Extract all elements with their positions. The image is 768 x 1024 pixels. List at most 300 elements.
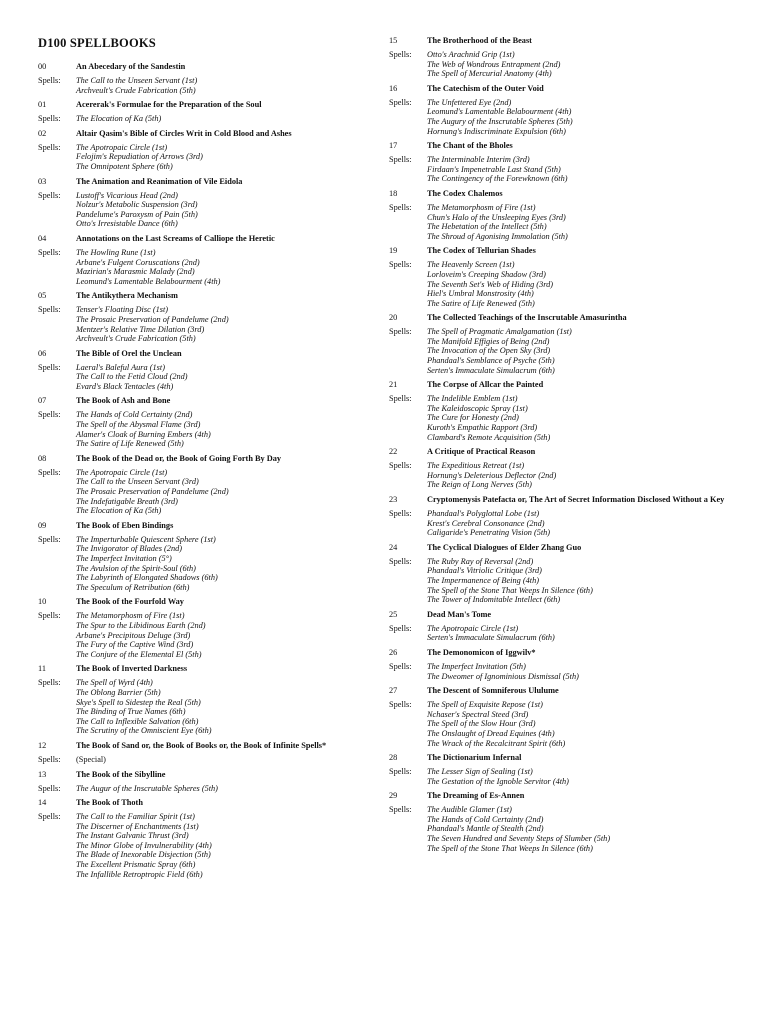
spellbook-number: 09 — [38, 520, 47, 530]
spells-row — [38, 305, 360, 343]
spellbook-heading — [38, 62, 360, 72]
spells-row — [38, 76, 360, 95]
spells-row — [38, 784, 360, 794]
spells-label: Spells: — [38, 114, 61, 124]
spellbook-heading — [389, 313, 741, 323]
spellbook-title: The Codex Chalemos — [427, 188, 503, 198]
spells-row — [389, 327, 741, 375]
spellbook-heading — [38, 798, 360, 808]
spellbook-heading — [389, 141, 741, 151]
spellbook-title: An Abecedary of the Sandestin — [76, 62, 186, 71]
spellbook-heading — [389, 791, 741, 801]
spell-item: Hiel's Umbral Monstrosity (4th) — [427, 289, 534, 299]
spellbook-entry — [38, 129, 360, 172]
spell-item: Chun's Halo of the Unsleeping Eyes (3rd) — [427, 212, 566, 222]
spell-item: Archveult's Crude Fabrication (5th) — [76, 334, 196, 344]
spells-label: Spells: — [38, 190, 61, 200]
spells-row — [389, 260, 741, 308]
spell-item: Evard's Black Tentacles (4th) — [76, 381, 174, 391]
spellbook-title: The Dictionarium Infernal — [427, 753, 522, 763]
spell-item: The Spell of Wyrd (4th) — [76, 678, 153, 688]
spellbook-title: The Catechism of the Outer Void — [427, 83, 544, 93]
spells-label: Spells: — [389, 394, 412, 404]
spells-row — [38, 468, 360, 516]
spells-row — [38, 248, 360, 286]
spell-item: The Contingency of the Forewknown (6th) — [427, 174, 568, 184]
spellbook-entry — [38, 521, 360, 593]
spell-item: The Spell of the Abysmal Flame (3rd) — [76, 420, 201, 430]
spellbook-heading — [38, 664, 360, 674]
spellbook-entry — [38, 291, 360, 343]
spells-row — [389, 155, 741, 184]
spell-item: Tenser's Floating Disc (1st) — [76, 305, 169, 315]
spell-item: The Spur to the Libidinous Earth (2nd) — [76, 620, 206, 630]
spells-label: Spells: — [389, 623, 412, 633]
spellbook-title: The Corpse of Allcar the Painted — [427, 380, 544, 390]
spellbook-heading — [389, 189, 741, 199]
spellbook-title: The Demonomicon of Iggwilv* — [427, 647, 536, 657]
spells-row — [38, 812, 360, 879]
spells-row — [389, 624, 741, 643]
spell-item: The Call to the Familiar Spirit (1st) — [76, 812, 195, 822]
spellbook-heading — [389, 36, 741, 46]
spellbook-number: 21 — [389, 380, 398, 390]
spell-list — [76, 535, 360, 593]
spellbook-number: 25 — [389, 609, 398, 619]
spells-row — [389, 700, 741, 748]
spells-label: Spells: — [38, 754, 61, 764]
spellbook-heading — [389, 753, 741, 763]
spellbook-title: The Book of the Fourfold Way — [76, 597, 184, 607]
spells-label: Spells: — [389, 97, 412, 107]
spell-item: (Special) — [76, 754, 106, 764]
spell-item: Phandaal's Semblance of Psyche (5th) — [427, 356, 555, 366]
spell-item: Pandelume's Paroxysm of Pain (5th) — [76, 209, 198, 219]
spell-item: Phandaal's Mantle of Stealth (2nd) — [427, 824, 544, 834]
spellbook-title: The Brotherhood of the Beast — [427, 36, 532, 45]
spell-item: The Elocation of Ka (5th) — [76, 114, 162, 124]
spellbook-heading — [38, 396, 360, 406]
spells-row — [38, 191, 360, 229]
spell-item: The Imperfect Invitation (5°) — [76, 554, 172, 563]
spells-row — [38, 363, 360, 392]
spell-item: The Hands of Cold Certainty (2nd) — [76, 410, 193, 420]
spell-item: Otto's Irresistable Dance (6th) — [76, 219, 178, 229]
spells-row — [38, 611, 360, 659]
spellbook-heading — [389, 610, 741, 620]
spellbook-title: Acererak's Formulae for the Preparation of the Soul — [76, 100, 262, 110]
spellbook-entry — [38, 177, 360, 229]
spell-item: The Tower of Indomitable Intellect (6th) — [427, 595, 561, 605]
spellbook-title: The Chant of the Bholes — [427, 141, 513, 151]
spellbook-entry — [38, 770, 360, 794]
spells-label: Spells: — [389, 327, 412, 337]
spellbook-title: Altair Qasim's Bible of Circles Writ in Cold Blood and Ashes — [76, 128, 292, 138]
spell-item: The Unfettered Eye (2nd) — [427, 97, 512, 107]
spell-item: The Conjure of the Elemental El (5th) — [76, 649, 202, 659]
spellbook-number: 16 — [389, 83, 398, 93]
spells-label: Spells: — [389, 700, 412, 710]
spellbook-heading — [38, 100, 360, 110]
left-column — [38, 36, 360, 884]
spell-item: Alamer's Cloak of Burning Embers (4th) — [76, 429, 211, 439]
spells-row — [38, 535, 360, 593]
spell-item: Firdaan's Impenetrable Last Stand (5th) — [427, 164, 561, 174]
spells-row — [38, 143, 360, 172]
spellbook-entry — [38, 349, 360, 392]
spellbook-number: 19 — [389, 246, 398, 256]
spellbook-heading — [389, 246, 741, 256]
spellbook-title: Dead Man's Tome — [427, 609, 492, 619]
spell-item: The Call to Inflexible Salvation (6th) — [76, 716, 199, 726]
spells-row — [389, 50, 741, 79]
spell-item: Laeral's Baleful Aura (1st) — [76, 362, 165, 372]
spell-item: The Instant Galvanic Thrust (3rd) — [76, 831, 189, 841]
spells-label: Spells: — [38, 812, 61, 822]
spells-row — [389, 203, 741, 241]
spell-item: The Metamorphosm of Fire (1st) — [427, 202, 536, 212]
spell-item: Serten's Immaculate Simulacrum (6th) — [427, 633, 555, 643]
spellbook-title: The Book of the Dead or, the Book of Going Forth By Day — [76, 453, 282, 463]
spell-item: Caligaride's Penetrating Vision (5th) — [427, 528, 551, 538]
spell-item: The Imperfect Invitation (5th) — [427, 661, 526, 671]
spells-label: Spells: — [389, 202, 412, 212]
spell-item: Kuroth's Empathic Rapport (3rd) — [427, 423, 538, 433]
spell-item: The Gestation of the Ignoble Servitor (4th) — [427, 776, 569, 786]
spell-item: The Call to the Unseen Servant (1st) — [76, 76, 198, 85]
spells-row — [389, 394, 741, 442]
spell-item: The Call to the Unseen Servant (3rd) — [76, 477, 199, 487]
spellbook-entry — [389, 380, 741, 442]
spellbook-title: The Animation and Reanimation of Vile Eidola — [76, 176, 243, 186]
spell-list — [76, 784, 360, 794]
spell-list — [76, 248, 360, 286]
spell-list — [427, 805, 741, 853]
spells-row — [38, 114, 360, 124]
spellbook-heading — [38, 129, 360, 139]
spells-row — [389, 557, 741, 605]
spellbook-heading — [38, 454, 360, 464]
spell-item: Felojim's Repudiation of Arrows (3rd) — [76, 152, 203, 162]
spell-list — [76, 410, 360, 448]
spellbook-heading — [389, 84, 741, 94]
spell-item: The Howling Rune (1st) — [76, 247, 156, 257]
spell-item: The Infallible Retroptropic Field (6th) — [76, 869, 203, 879]
spell-list — [427, 327, 741, 375]
spell-item: Krest's Cerebral Consonance (2nd) — [427, 518, 545, 528]
spell-list — [427, 203, 741, 241]
spells-row — [389, 662, 741, 681]
spell-item: The Onslaught of Dread Equines (4th) — [427, 728, 555, 738]
spellbook-number: 12 — [38, 740, 47, 750]
spells-label: Spells: — [38, 362, 61, 372]
spell-item: Serten's Immaculate Simulacrum (6th) — [427, 365, 555, 375]
spell-item: The Seven Hundred and Seventy Steps of Slumber (5th) — [427, 834, 611, 844]
spellbook-number: 04 — [38, 233, 47, 243]
spell-item: The Apotropaic Circle (1st) — [76, 467, 168, 477]
spells-label: Spells: — [389, 260, 412, 270]
spells-label: Spells: — [389, 509, 412, 518]
spellbook-heading — [389, 495, 741, 505]
spell-item: The Oblong Barrier (5th) — [76, 687, 161, 697]
spellbook-number: 29 — [389, 791, 398, 801]
spellbook-number: 22 — [389, 447, 398, 457]
spell-item: The Interminable Interim (3rd) — [427, 155, 530, 165]
spellbook-entry — [38, 597, 360, 659]
spell-item: The Shroud of Agonising Immolation (5th) — [427, 231, 568, 241]
spellbook-entry — [389, 84, 741, 136]
spells-label: Spells: — [38, 142, 61, 152]
spell-item: The Spell of Mercurial Anatomy (4th) — [427, 69, 552, 79]
spellbook-heading — [389, 447, 741, 457]
spells-label: Spells: — [389, 461, 412, 471]
spellbook-heading — [38, 770, 360, 780]
spell-list — [76, 755, 360, 765]
spellbook-number: 07 — [38, 396, 47, 406]
spell-item: The Web of Wondrous Entrapment (2nd) — [427, 59, 561, 69]
spell-list — [427, 557, 741, 605]
spell-item: Arbane's Fulgent Coruscations (2nd) — [76, 257, 200, 267]
spellbook-title: The Bible of Orel the Unclean — [76, 348, 182, 358]
spell-item: Leomund's Lamentable Belabourment (4th) — [76, 276, 221, 286]
spell-item: The Prosaic Preservation of Pandelume (2nd) — [76, 314, 229, 324]
spells-label: Spells: — [389, 155, 412, 165]
spell-item: The Apotropaic Circle (1st) — [427, 623, 519, 633]
spellbook-entry — [38, 798, 360, 879]
spell-item: Skye's Spell to Sidestep the Real (5th) — [76, 697, 201, 707]
spells-label: Spells: — [389, 767, 412, 777]
spell-item: Nolzur's Metabolic Suspension (3rd) — [76, 200, 198, 210]
spellbook-number: 05 — [38, 291, 47, 301]
spell-item: The Indelible Emblem (1st) — [427, 394, 518, 404]
spellbook-entry — [389, 648, 741, 681]
spell-item: Clambard's Remote Acquisition (5th) — [427, 432, 551, 442]
spell-list — [76, 76, 360, 95]
spellbook-number: 06 — [38, 348, 47, 358]
spell-item: Mazirian's Marasmic Malady (2nd) — [76, 267, 195, 277]
spellbook-entry — [389, 36, 741, 79]
spell-item: The Expeditious Retreat (1st) — [427, 461, 525, 471]
spell-item: The Invocation of the Open Sky (3rd) — [427, 346, 551, 356]
spellbook-number: 26 — [389, 647, 398, 657]
spellbook-title: The Antikythera Mechanism — [76, 291, 178, 301]
spellbook-number: 01 — [38, 100, 47, 110]
spells-label: Spells: — [389, 556, 412, 566]
spellbook-title: The Book of Thoth — [76, 798, 143, 808]
spell-item: The Prosaic Preservation of Pandelume (2nd) — [76, 487, 229, 497]
spellbook-title: The Book of the Sibylline — [76, 769, 166, 779]
spell-list — [427, 50, 741, 79]
spellbook-entry — [389, 686, 741, 748]
spells-row — [38, 410, 360, 448]
spellbook-title: Annotations on the Last Screams of Calliope the Heretic — [76, 233, 275, 243]
spellbook-entry — [38, 741, 360, 765]
spellbook-number: 14 — [38, 798, 47, 808]
spell-list — [427, 509, 741, 538]
spellbook-title: The Collected Teachings of the Inscrutable Amasurintha — [427, 313, 627, 323]
spellbook-title: The Codex of Tellurian Shades — [427, 246, 536, 256]
spellbook-title: The Descent of Somniferous Ululume — [427, 686, 559, 696]
spell-item: The Augur of the Inscrutable Spheres (5th) — [76, 783, 218, 793]
spellbook-number: 13 — [38, 769, 47, 779]
spellbook-entry — [389, 313, 741, 375]
spell-item: The Spell of the Stone That Weeps In Silence (6th) — [427, 585, 593, 595]
spell-list — [427, 662, 741, 681]
spell-item: The Scrutiny of the Omniscient Eye (6th) — [76, 726, 212, 736]
spell-item: The Call to the Fetid Cloud (2nd) — [76, 372, 188, 382]
spellbook-number: 11 — [38, 664, 46, 674]
spellbook-heading — [38, 291, 360, 301]
spell-item: The Invigorator of Blades (2nd) — [76, 544, 183, 554]
spell-item: The Lesser Sign of Sealing (1st) — [427, 767, 533, 777]
spellbook-number: 00 — [38, 62, 47, 71]
spellbook-heading — [38, 597, 360, 607]
spell-list — [76, 468, 360, 516]
spell-list — [427, 767, 741, 786]
spell-item: The Omnipotent Sphere (6th) — [76, 161, 173, 171]
spell-item: The Spell of the Slow Hour (3rd) — [427, 719, 536, 729]
spells-label: Spells: — [38, 76, 61, 85]
spell-item: The Ruby Ray of Reversal (2nd) — [427, 556, 534, 566]
spell-item: The Binding of True Names (6th) — [76, 707, 186, 717]
spell-item: Leomund's Lamentable Belabourment (4th) — [427, 107, 572, 117]
spellbook-entry — [389, 141, 741, 184]
spellbook-title: The Book of Sand or, the Book of Books or, the Book of Infinite Spells* — [76, 740, 327, 750]
spell-list — [427, 700, 741, 748]
spells-label: Spells: — [38, 247, 61, 257]
spellbook-heading — [389, 686, 741, 696]
spell-item: Lorloveim's Creeping Shadow (3rd) — [427, 269, 546, 279]
spellbook-title: The Cyclical Dialogues of Elder Zhang Guo — [427, 542, 582, 552]
spell-list — [76, 611, 360, 659]
spellbook-title: The Book of Eben Bindings — [76, 520, 174, 530]
left-entry-list — [38, 62, 360, 879]
spell-item: Nchaser's Spectral Steed (3rd) — [427, 709, 529, 719]
spell-list — [76, 363, 360, 392]
spells-label: Spells: — [38, 611, 61, 621]
spell-item: The Fury of the Captive Wind (3rd) — [76, 640, 194, 650]
spells-label: Spells: — [38, 678, 61, 688]
spellbook-number: 17 — [389, 141, 398, 151]
spellbook-entry — [389, 246, 741, 308]
spell-list — [76, 812, 360, 879]
spellbook-heading — [389, 543, 741, 553]
spellbook-heading — [389, 380, 741, 390]
spellbook-title: The Dreaming of Es-Annen — [427, 791, 525, 801]
spell-list — [427, 461, 741, 490]
spellbook-entry — [38, 62, 360, 95]
spell-item: Lustoff's Vicarious Head (2nd) — [76, 190, 178, 200]
spell-item: The Imperturbable Quiescent Sphere (1st) — [76, 534, 216, 544]
spellbook-heading — [38, 521, 360, 531]
spell-item: The Spell of Pragmatic Amalgamation (1st) — [427, 327, 572, 337]
spellbook-number: 08 — [38, 453, 47, 463]
spell-item: The Audible Glamer (1st) — [427, 805, 512, 815]
spell-item: Archveult's Crude Fabrication (5th) — [76, 85, 196, 95]
spell-item: The Heavenly Screen (1st) — [427, 260, 515, 270]
spell-list — [76, 143, 360, 172]
spell-item: The Avulsion of the Spirit-Soul (6th) — [76, 563, 196, 573]
spell-item: The Blade of Inexorable Disjection (5th) — [76, 850, 211, 860]
spell-list — [427, 624, 741, 643]
spellbook-title: Cryptomenysis Patefacta or, The Art of Secret Information Disclosed Without a Key — [427, 495, 725, 504]
spell-item: The Discerner of Enchantments (1st) — [76, 821, 199, 831]
spell-item: The Augury of the Inscrutable Spheres (5th) — [427, 116, 573, 126]
spellbook-entry — [389, 189, 741, 241]
right-column — [389, 36, 741, 858]
spell-item: Mentzer's Relative Time Dilation (3rd) — [76, 324, 205, 334]
spell-item: The Speculum of Retribution (6th) — [76, 582, 190, 592]
spells-row — [38, 678, 360, 736]
spell-item: Phandaal's Vitriolic Critique (3rd) — [427, 566, 542, 576]
spellbook-entry — [389, 495, 741, 538]
spellbook-number: 10 — [38, 597, 47, 607]
spell-list — [427, 98, 741, 136]
spellbook-title: A Critique of Practical Reason — [427, 447, 536, 457]
spellbook-number: 18 — [389, 188, 398, 198]
spell-list — [427, 260, 741, 308]
spell-list — [76, 114, 360, 124]
spell-list — [76, 191, 360, 229]
spellbook-title: The Book of Ash and Bone — [76, 396, 171, 406]
spells-label: Spells: — [38, 410, 61, 420]
spell-item: The Hands of Cold Certainty (2nd) — [427, 814, 544, 824]
spell-item: The Minor Globe of Invulnerability (4th) — [76, 840, 212, 850]
spell-item: The Excellent Prismatic Spray (6th) — [76, 860, 196, 870]
spellbook-entry — [389, 753, 741, 786]
spells-row — [389, 805, 741, 853]
spell-item: Hornung's Deleterious Deflector (2nd) — [427, 470, 557, 480]
spell-item: The Seventh Set's Web of Hiding (3rd) — [427, 279, 554, 289]
spell-item: Arbane's Precipitous Deluge (3rd) — [76, 630, 191, 640]
spell-list — [427, 394, 741, 442]
spellbook-number: 03 — [38, 176, 47, 186]
spellbook-entry — [38, 100, 360, 124]
spellbook-heading — [389, 648, 741, 658]
spell-item: The Manifold Effigies of Being (2nd) — [427, 336, 550, 346]
spell-item: The Indefatigable Breath (3rd) — [76, 496, 178, 506]
spells-row — [389, 461, 741, 490]
spells-row — [38, 755, 360, 765]
spells-row — [389, 98, 741, 136]
right-entry-list — [389, 36, 741, 853]
spell-list — [76, 305, 360, 343]
spell-item: The Elocation of Ka (5th) — [76, 506, 162, 516]
spellbook-entry — [38, 234, 360, 286]
spellbook-number: 15 — [389, 36, 398, 45]
spell-item: Phandaal's Polyglottal Lobe (1st) — [427, 509, 540, 518]
spell-item: The Dweomer of Ignominious Dismissal (5th) — [427, 671, 579, 681]
spells-label: Spells: — [38, 467, 61, 477]
spells-label: Spells: — [389, 805, 412, 815]
spellbook-entry — [38, 396, 360, 448]
spell-item: The Labyrinth of Elongated Shadows (6th) — [76, 573, 218, 583]
spellbook-entry — [389, 791, 741, 853]
spellbook-entry — [38, 454, 360, 516]
spellbook-number: 28 — [389, 753, 398, 763]
spells-label: Spells: — [38, 534, 61, 544]
spellbook-number: 20 — [389, 313, 398, 323]
spell-item: The Spell of the Stone That Weeps In Silence (6th) — [427, 843, 593, 853]
spells-label: Spells: — [38, 783, 61, 793]
spell-item: The Reign of Long Nerves (5th) — [427, 480, 532, 490]
spellbook-number: 23 — [389, 495, 398, 504]
spellbook-number: 24 — [389, 542, 398, 552]
spellbook-heading — [38, 177, 360, 187]
spell-item: The Wrack of the Recalcitrant Spirit (6th) — [427, 738, 566, 748]
spellbook-heading — [38, 234, 360, 244]
spell-item: The Cure for Honesty (2nd) — [427, 413, 519, 423]
